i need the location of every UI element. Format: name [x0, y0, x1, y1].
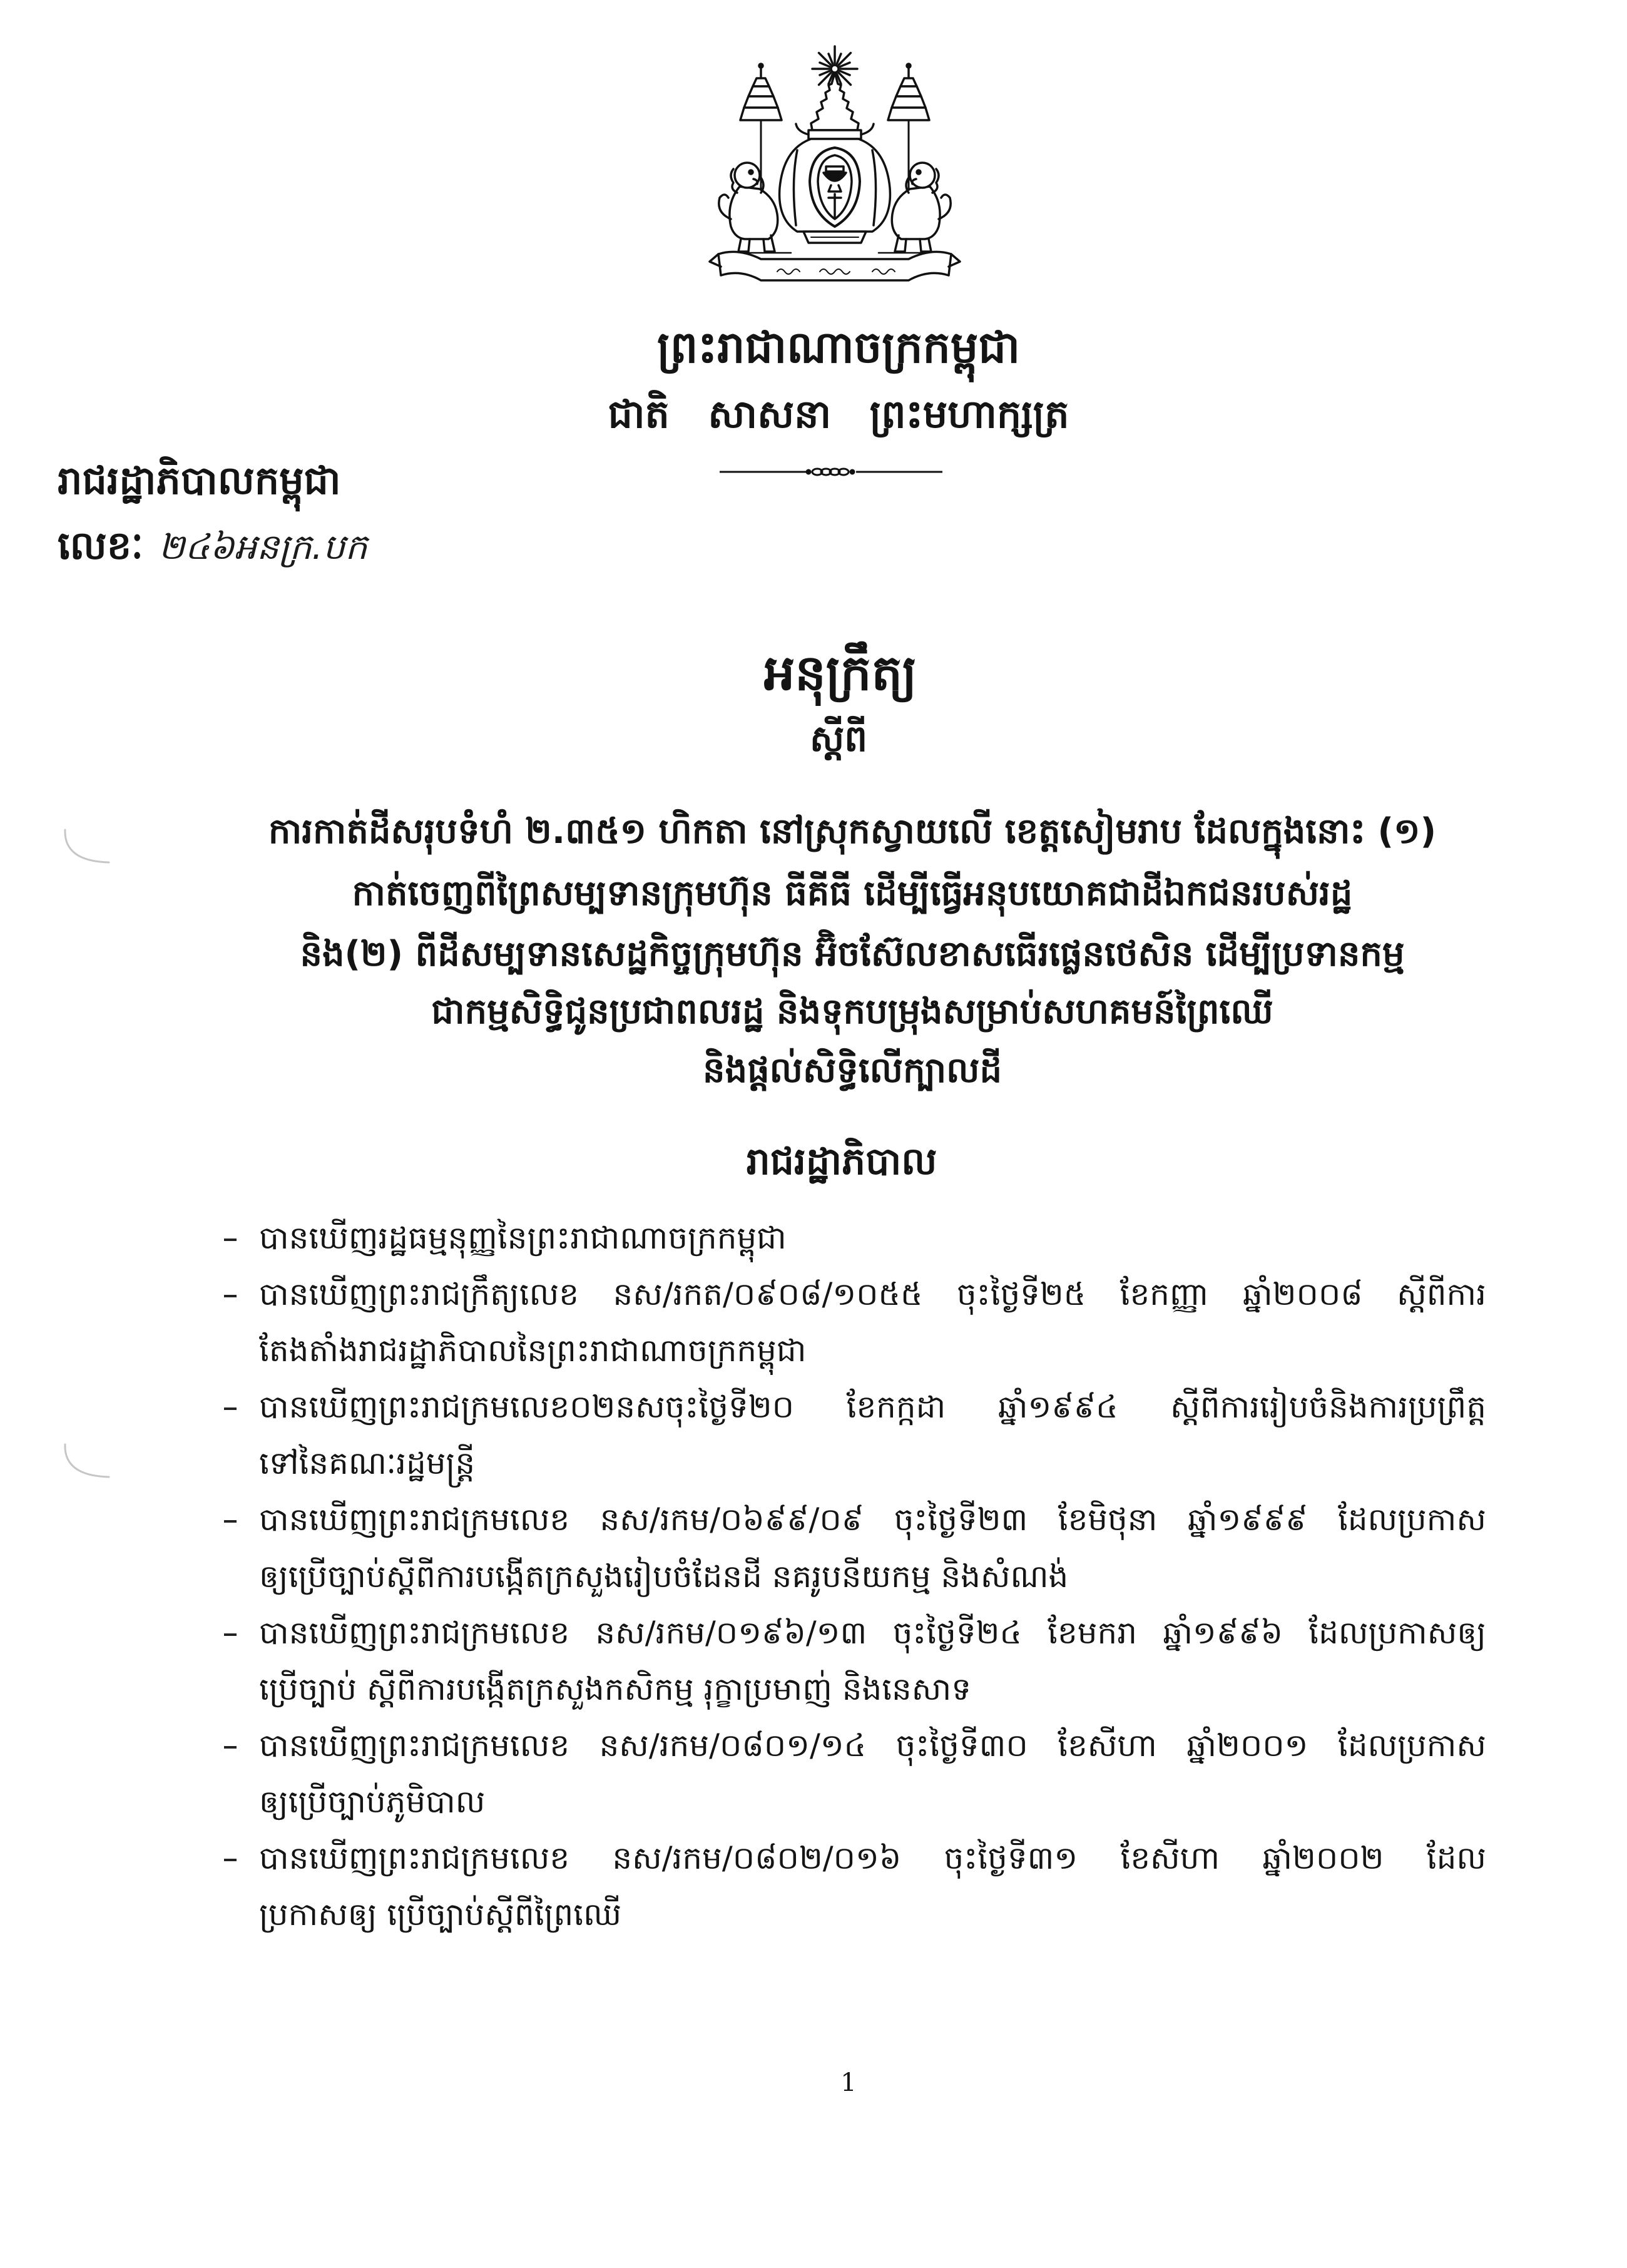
reference-number-content [58, 514, 367, 587]
pedestal [803, 232, 866, 243]
document-type [653, 637, 1028, 710]
consideration-text: បានឃើញព្រះរាជក្រមលេខ០២នសចុះថ្ងៃទី២០ ខែកក្កដា ឆ្នាំ១៩៩៤ ស្ដីពីការរៀបចំនិងការប្រព្រឹត្ត [259, 1389, 1486, 1425]
royal-coat-of-arms [703, 44, 966, 294]
consideration-line [259, 1830, 1486, 1886]
national-motto-text: ជាតិ សាសនា ព្រះមហាក្សត្រ [608, 391, 1069, 437]
consideration-line [259, 1379, 1486, 1435]
kingdom-title-text: ព្រះរាជាណាចក្រកម្ពុជា [656, 322, 1021, 373]
bullet-dash [224, 1239, 237, 1241]
reference-number-label: លេខៈ [58, 523, 143, 568]
bullet-dash [224, 1295, 237, 1297]
reference-number [58, 514, 489, 577]
subject-line-text: និង(២) ពីដីសម្បទានសេដ្ឋកិច្ចក្រុមហ៊ុន អ៊ិចស៊ែលខាសធើរផ្លេនថេសិន ដើម្បីប្រទានកម្ម [300, 934, 1405, 974]
consideration-text: បានឃើញព្រះរាជក្រមលេខ នស/រកម/០៨០២/០១៦ ចុះថ្ងៃទី៣១ ខែសីហា ឆ្នាំ២០០២ ដែល [259, 1840, 1486, 1876]
consideration-text: ឲ្យប្រើច្បាប់ភូមិបាល [259, 1784, 486, 1820]
national-motto [582, 383, 1095, 446]
consideration-line [259, 1605, 1486, 1661]
subject-line [239, 802, 1466, 862]
bullet-dash [224, 1633, 237, 1636]
issuer-name [58, 449, 446, 512]
document-on-text: ស្ដីពី [809, 717, 868, 760]
document-on-label [745, 710, 932, 767]
banner-ribbon [710, 252, 960, 280]
hole-punch-mark [60, 825, 116, 875]
consideration-text: ទៅនៃគណៈរដ្ឋមន្ត្រី [259, 1445, 476, 1481]
bullet-dash [224, 1859, 237, 1861]
reference-number-handwritten: ២៤៦អនក្រ.បក [158, 527, 367, 568]
consideration-line [259, 1435, 1486, 1491]
subject-line [243, 924, 1461, 984]
consideration-text: បានឃើញរដ្ឋធម្មនុញ្ញនៃព្រះរាជាណាចក្រកម្ពុជា [259, 1220, 787, 1256]
bullet-dash [224, 1407, 237, 1410]
ornamental-divider [718, 462, 944, 482]
consideration-line [259, 1322, 1486, 1379]
subject-line [424, 982, 1281, 1042]
consideration-line [259, 1266, 1486, 1322]
consideration-text: ប្រកាសឲ្យ ប្រើច្បាប់ស្ដីពីព្រៃឈើ [259, 1896, 622, 1933]
consideration-text: បានឃើញព្រះរាជក្រឹត្យលេខ នស/រកត/០៩០៨/១០៥៥ ចុះថ្ងៃទី២៥ ខែកញ្ញា ឆ្នាំ២០០៨ ស្ដីពីការ [259, 1276, 1486, 1312]
consideration-line [259, 1661, 1486, 1717]
preamble-heading-text: រាជរដ្ឋាភិបាល [746, 1140, 937, 1183]
consideration-text: ឲ្យប្រើច្បាប់ស្ដីពីការបង្កើតក្រសួងរៀបចំដែនដី នគរូបនីយកម្ម និងសំណង់ [259, 1558, 1069, 1595]
consideration-text: ប្រើច្បាប់ ស្ដីពីការបង្កើតក្រសួងកសិកម្ម រុក្ខាប្រមាញ់ និងនេសាទ [259, 1671, 972, 1707]
subject-line [671, 1041, 1034, 1101]
page-number-text: 1 [840, 2068, 857, 2097]
bullet-dash [224, 1746, 237, 1749]
crown [796, 73, 874, 139]
consideration-line [259, 1210, 1486, 1266]
subject-line [302, 864, 1403, 924]
consideration-line [259, 1717, 1486, 1774]
subject-line-text: ជាកម្មសិទ្ធិជូនប្រជាពលរដ្ឋ និងទុកបម្រុងសម្រាប់សហគមន៍ព្រៃឈើ [431, 991, 1273, 1032]
consideration-line [259, 1886, 1486, 1943]
issuer-name-text: រាជរដ្ឋាភិបាលកម្ពុជា [58, 457, 341, 503]
consideration-text: បានឃើញព្រះរាជក្រមលេខ នស/រកម/០១៩៦/១៣ ចុះថ្ងៃទី២៤ ខែមករា ឆ្នាំ១៩៩៦ ដែលប្រកាសឲ្យ [259, 1615, 1486, 1651]
consideration-line [259, 1548, 1486, 1605]
consideration-line [259, 1774, 1486, 1830]
subject-line-text: កាត់ចេញពីព្រៃសម្បទានក្រុមហ៊ុន ធីគីធី ដើម្បីធ្វើអនុបយោគជាដីឯកជនរបស់រដ្ឋ [352, 873, 1353, 914]
consideration-text: បានឃើញព្រះរាជក្រមលេខ នស/រកម/០៦៩៩/០៩ ចុះថ្ងៃទី២៣ ខែមិថុនា ឆ្នាំ១៩៩៩ ដែលប្រកាស [259, 1501, 1486, 1538]
bullet-dash [224, 1520, 237, 1523]
hole-punch-mark [60, 1439, 116, 1489]
subject-line-text: ការកាត់ដីសរុបទំហំ ២.៣៥១ ហិកតា នៅស្រុកស្វាយលើ ខេត្តសៀមរាប ដែលក្នុងនោះ (១) [268, 811, 1437, 852]
consideration-line [259, 1491, 1486, 1548]
consideration-text: បានឃើញព្រះរាជក្រមលេខ នស/រកម/០៨០១/១៤ ចុះថ្ងៃទី៣០ ខែសីហា ឆ្នាំ២០០១ ដែលប្រកាស [259, 1727, 1486, 1764]
consideration-text: តែងតាំងរាជរដ្ឋាភិបាលនៃព្រះរាជាណាចក្រកម្ពុជា [259, 1332, 807, 1369]
subject-line-text: និងផ្ដល់សិទ្ធិលើក្បាលដី [703, 1050, 1002, 1091]
page-number [817, 2065, 880, 2100]
preamble-heading [717, 1131, 967, 1192]
kingdom-title [588, 313, 1089, 382]
document-type-text: អនុក្រឹត្យ [763, 645, 917, 702]
